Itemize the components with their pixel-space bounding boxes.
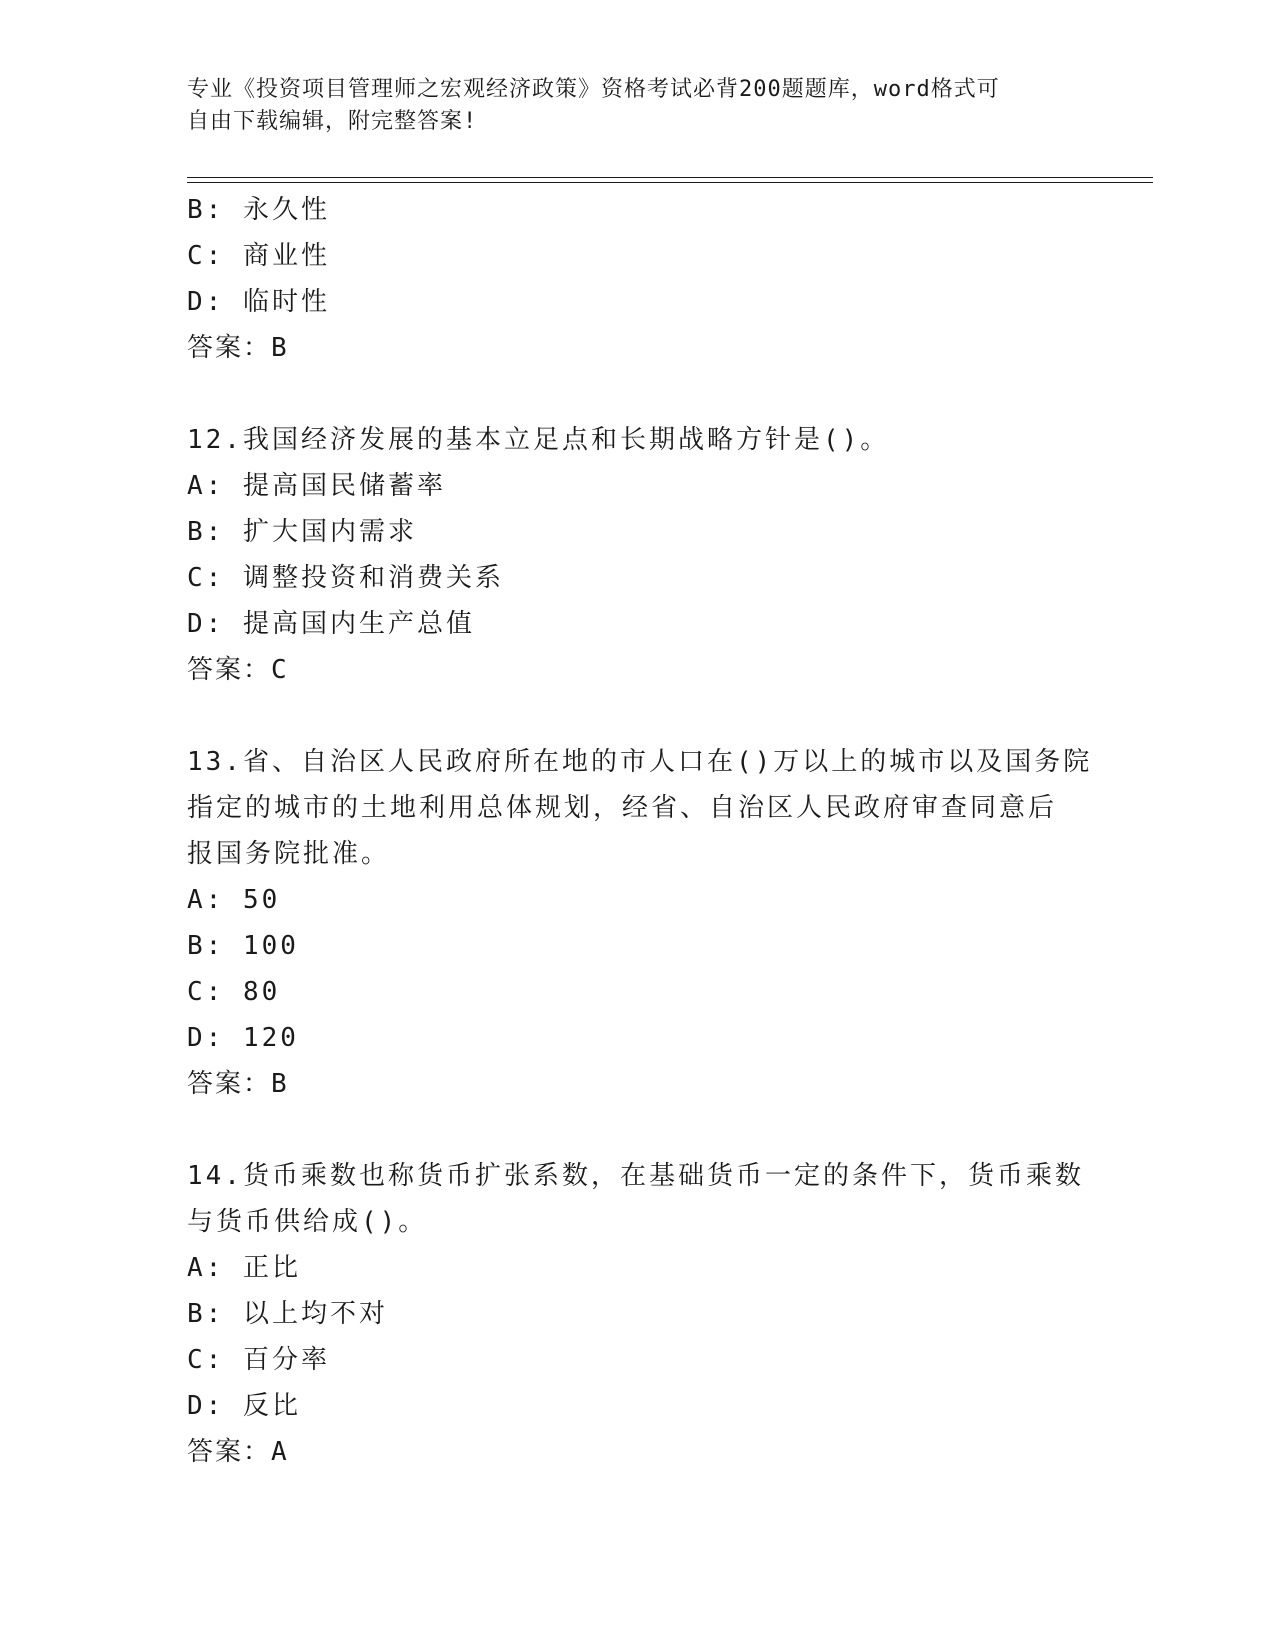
option-d: D: 提高国内生产总值 [187,609,475,639]
answer: 答案：B [187,333,289,363]
answer: 答案：A [187,1437,289,1467]
option-c: C: 调整投资和消费关系 [187,563,504,593]
question-text-line-1: 13.省、自治区人民政府所在地的市人口在()万以上的城市以及国务院 [187,747,1093,777]
question-text: 12.我国经济发展的基本立足点和长期战略方针是()。 [187,425,890,455]
option-d: D: 临时性 [187,287,330,317]
option-b: B: 100 [187,931,299,961]
header-rule-top [187,177,1153,178]
partial-question [187,187,1087,371]
question-text-line-3: 报国务院批准。 [187,839,391,869]
answer: 答案：C [187,655,289,685]
option-d: D: 反比 [187,1391,301,1421]
question-12 [187,417,1087,693]
option-c: C: 商业性 [187,241,330,271]
question-13 [187,739,1093,1107]
document-header [187,74,1087,138]
option-a: A: 50 [187,885,281,915]
header-line-2: 自由下载编辑，附完整答案! [187,109,478,134]
option-d: D: 120 [187,1023,299,1053]
option-c: C: 80 [187,977,281,1007]
question-text-line-2: 与货币供给成()。 [187,1207,428,1237]
header-line-1: 专业《投资项目管理师之宏观经济政策》资格考试必背200题题库，word格式可 [187,77,1000,102]
question-text-line-2: 指定的城市的土地利用总体规划，经省、自治区人民政府审查同意后 [187,793,1058,823]
question-list [187,187,1093,1475]
header-rule-bottom [187,182,1153,183]
option-b: B: 扩大国内需求 [187,517,417,547]
option-b: B: 永久性 [187,195,330,225]
option-a: A: 提高国民储蓄率 [187,471,446,501]
question-14 [187,1153,1087,1475]
option-b: B: 以上均不对 [187,1299,388,1329]
answer: 答案：B [187,1069,289,1099]
option-a: A: 正比 [187,1253,301,1283]
option-c: C: 百分率 [187,1345,330,1375]
question-text-line-1: 14.货币乘数也称货币扩张系数，在基础货币一定的条件下，货币乘数 [187,1161,1084,1191]
